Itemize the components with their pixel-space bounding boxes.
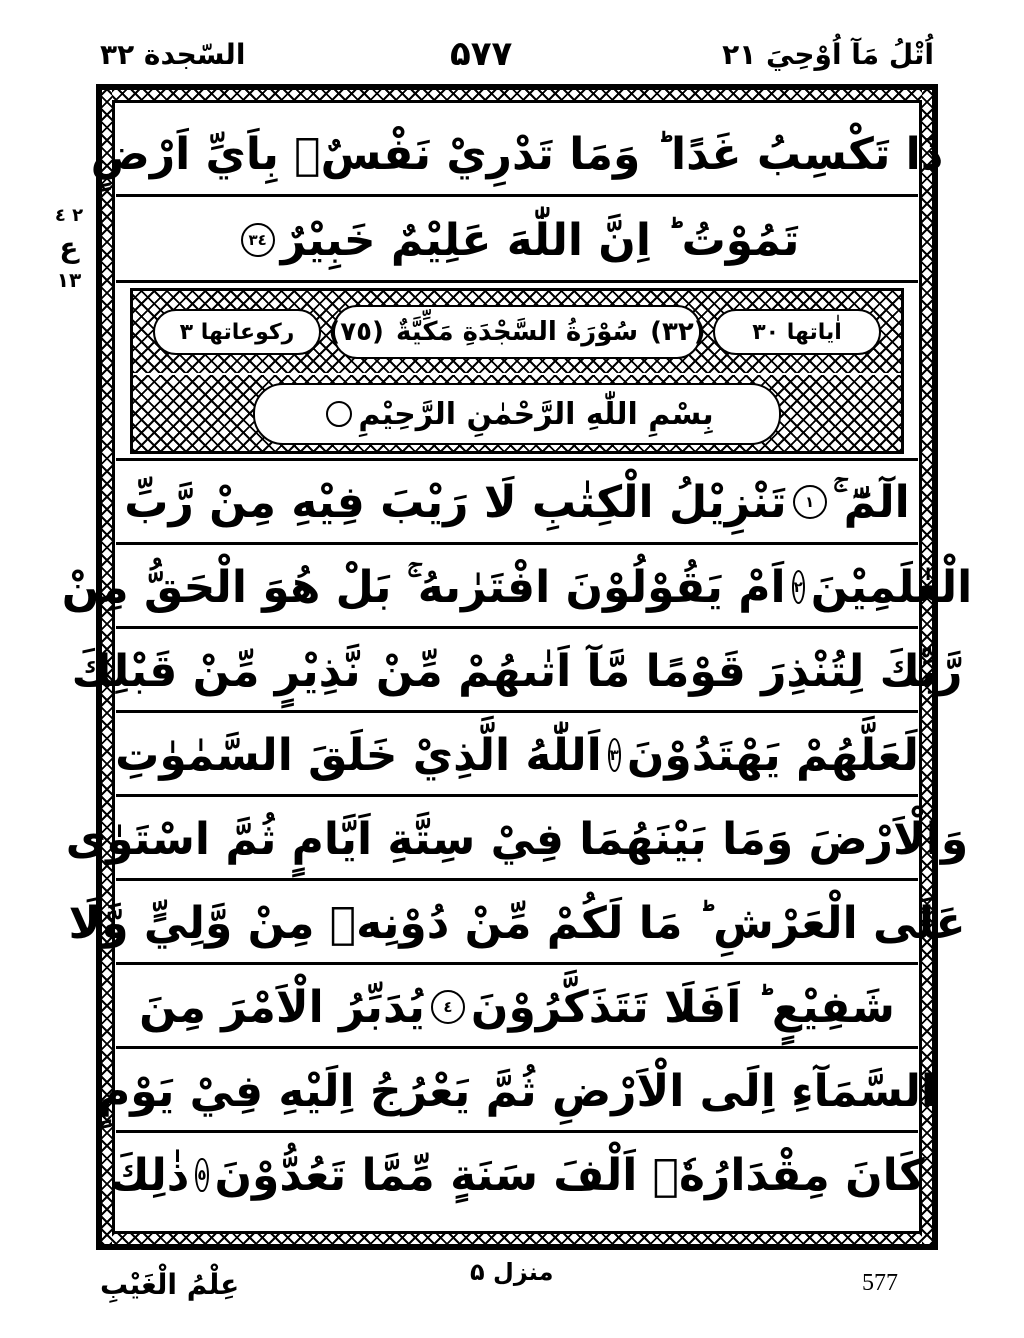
verse-text: ذَا تَكْسِبُ غَدًا ؕ وَمَا تَدْرِيْ نَفْسٌۢ بِاَيِّ اَرْضٍ [90, 128, 944, 180]
verse-line-6 [68, 881, 966, 965]
ayah-end-marker: ٣ [608, 738, 621, 772]
verse-text: وَالْاَرْضَ وَمَا بَيْنَهُمَا فِيْ سِتَّةِ اَيَّامٍ ثُمَّ اسْتَوٰى [65, 813, 969, 865]
ayah-end-marker: ١ [793, 485, 827, 519]
ayah-end-marker: ٤ [431, 990, 465, 1024]
manzil-label: منزل ۵ [470, 1258, 554, 1286]
verse-line-1 [118, 460, 916, 544]
verse-text: رَّبِّكَ لِتُنْذِرَ قَوْمًا مَّآ اَتٰىهُمْ مِّنْ نَّذِيْرٍ مِّنْ قَبْلِكَ [71, 645, 963, 697]
verse-text: تَمُوْتُ ؕ اِنَّ اللّٰهَ عَلِيْمٌ خَبِيْرٌ [280, 214, 800, 266]
verse-line-top-1 [90, 112, 944, 196]
bismillah-text: بِسْمِ اللّٰهِ الرَّحْمٰنِ الرَّحِيْمِ [358, 396, 714, 432]
verse-line-2 [61, 545, 973, 629]
line-rule [116, 280, 918, 283]
verse-text: الٓمّٓ ۚ [832, 476, 910, 528]
verse-line-8 [98, 1049, 936, 1133]
verse-line-top-2 [118, 198, 916, 282]
ruku-numbers: ٢ ٤ [54, 205, 84, 226]
verse-line-5 [65, 797, 969, 881]
surah-title: سُوْرَةُ السَّجْدَةِ مَكِّيَّةٌ [395, 317, 639, 347]
border-pattern-top [102, 90, 932, 100]
verse-text: لَعَلَّهُمْ يَهْتَدُوْنَ [626, 729, 919, 781]
page-number-arabic: ۵۷۷ [450, 34, 513, 74]
verse-line-4 [115, 713, 919, 797]
bismillah-cartouche [253, 383, 781, 445]
verse-line-3 [71, 629, 963, 713]
ayat-count-label: اٰیاتها ٣٠ [713, 309, 881, 355]
border-pattern-bottom [102, 1234, 932, 1244]
page-number: 577 [862, 1270, 898, 1296]
surah-header [130, 288, 904, 454]
verse-text: يُدَبِّرُ الْاَمْرَ مِنَ [139, 981, 425, 1033]
line-rule [116, 194, 918, 197]
verse-text: ذٰلِكَ [109, 1149, 190, 1201]
verse-text: عَلَى الْعَرْشِ ؕ مَا لَكُمْ مِّنْ دُوْنِهٖ مِنْ وَّلِيٍّ وَّلَا [68, 897, 966, 949]
surah-name-header: السّجدة ٣٢ [100, 38, 246, 71]
ayah-end-marker: ٢ [792, 570, 805, 604]
ruku-count-label: رکوعاتها ٣ [153, 309, 321, 355]
verse-line-9 [109, 1133, 925, 1217]
revelation-order: (٧٥) [328, 317, 384, 347]
ruku-total: ١٣ [56, 268, 82, 292]
ayah-end-marker: ٣٤ [241, 223, 275, 257]
ruku-symbol: ع [59, 231, 79, 264]
surah-number: (٣٢) [650, 317, 706, 347]
ruku-marker [48, 200, 90, 296]
ayah-end-marker: ٥ [195, 1158, 208, 1192]
bismillah-circle [326, 401, 352, 427]
verse-text: شَفِيْعٍ ؕ اَفَلَا تَتَذَكَّرُوْنَ [470, 981, 895, 1033]
verse-line-7 [118, 965, 916, 1049]
footer-left-text: عِلْمُ الْغَيْبِ [100, 1268, 240, 1301]
verse-text: كَانَ مِقْدَارُهٗۤ اَلْفَ سَنَةٍ مِّمَّا تَعُدُّوْنَ [214, 1149, 925, 1201]
verse-text: السَّمَآءِ اِلَى الْاَرْضِ ثُمَّ يَعْرُجُ اِلَيْهِ فِيْ يَوْمٍ [98, 1065, 936, 1117]
verse-text: اَللّٰهُ الَّذِيْ خَلَقَ السَّمٰوٰتِ [115, 729, 602, 781]
surah-title-cartouche [328, 305, 706, 359]
juz-name-header: اُتْلُ مَآ اُوْحِيَ ٢١ [722, 38, 934, 71]
verse-text: اَمْ يَقُوْلُوْنَ افْتَرٰىهُ ۚ بَلْ هُوَ الْحَقُّ مِنْ [61, 561, 786, 613]
verse-text: الْعٰلَمِيْنَ [810, 561, 973, 613]
verse-text: تَنْزِيْلُ الْكِتٰبِ لَا رَيْبَ فِيْهِ مِنْ رَّبِّ [124, 476, 787, 528]
